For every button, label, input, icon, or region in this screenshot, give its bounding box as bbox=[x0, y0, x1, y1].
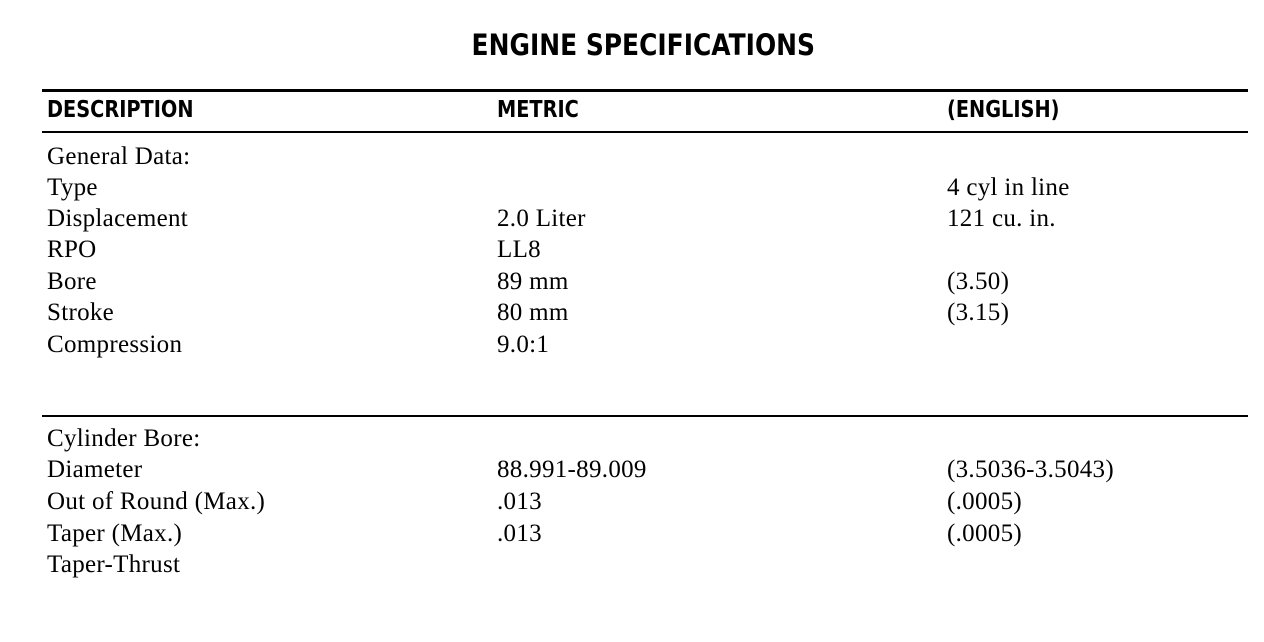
row-description: Stroke bbox=[47, 299, 115, 326]
header-rule bbox=[42, 131, 1248, 133]
header-description: DESCRIPTION bbox=[47, 97, 194, 123]
table-row bbox=[0, 486, 1264, 517]
row-english: (.0005) bbox=[947, 488, 1023, 515]
row-english: (3.5036-3.5043) bbox=[947, 456, 1114, 483]
row-english: (3.50) bbox=[947, 268, 1010, 295]
row-metric: .013 bbox=[497, 520, 542, 547]
row-description: Bore bbox=[47, 268, 97, 295]
section-rule bbox=[42, 415, 1248, 417]
header-english: (ENGLISH) bbox=[947, 97, 1060, 123]
table-row bbox=[0, 141, 1264, 172]
row-english: 4 cyl in line bbox=[947, 174, 1070, 201]
row-metric: 88.991-89.009 bbox=[497, 456, 647, 483]
row-metric: 89 mm bbox=[497, 268, 569, 295]
row-description: RPO bbox=[47, 236, 97, 263]
table-row bbox=[0, 329, 1264, 360]
row-english: (3.15) bbox=[947, 299, 1010, 326]
table-row bbox=[0, 234, 1264, 265]
row-description: General Data: bbox=[47, 143, 191, 170]
row-metric: 9.0:1 bbox=[497, 331, 550, 358]
row-description: Cylinder Bore: bbox=[47, 425, 201, 452]
row-metric: 2.0 Liter bbox=[497, 205, 586, 232]
table-row bbox=[0, 549, 1264, 580]
table-row bbox=[0, 454, 1264, 485]
row-english: (.0005) bbox=[947, 520, 1023, 547]
top-rule bbox=[42, 89, 1248, 92]
row-description: Displacement bbox=[47, 205, 189, 232]
table-row bbox=[0, 423, 1264, 454]
row-metric: 80 mm bbox=[497, 299, 569, 326]
row-description: Taper (Max.) bbox=[47, 520, 183, 547]
header-metric: METRIC bbox=[497, 97, 579, 123]
row-description: Type bbox=[47, 174, 98, 201]
table-row bbox=[0, 266, 1264, 297]
row-description: Diameter bbox=[47, 456, 143, 483]
row-description: Taper-Thrust bbox=[47, 551, 181, 578]
row-description: Compression bbox=[47, 331, 183, 358]
table-row bbox=[0, 172, 1264, 203]
table-row bbox=[0, 203, 1264, 234]
row-description: Out of Round (Max.) bbox=[47, 488, 266, 515]
table-row bbox=[0, 518, 1264, 549]
row-metric: LL8 bbox=[497, 236, 541, 263]
page-title: ENGINE SPECIFICATIONS bbox=[471, 28, 815, 62]
row-english: 121 cu. in. bbox=[947, 205, 1056, 232]
row-metric: .013 bbox=[497, 488, 542, 515]
table-row bbox=[0, 297, 1264, 328]
